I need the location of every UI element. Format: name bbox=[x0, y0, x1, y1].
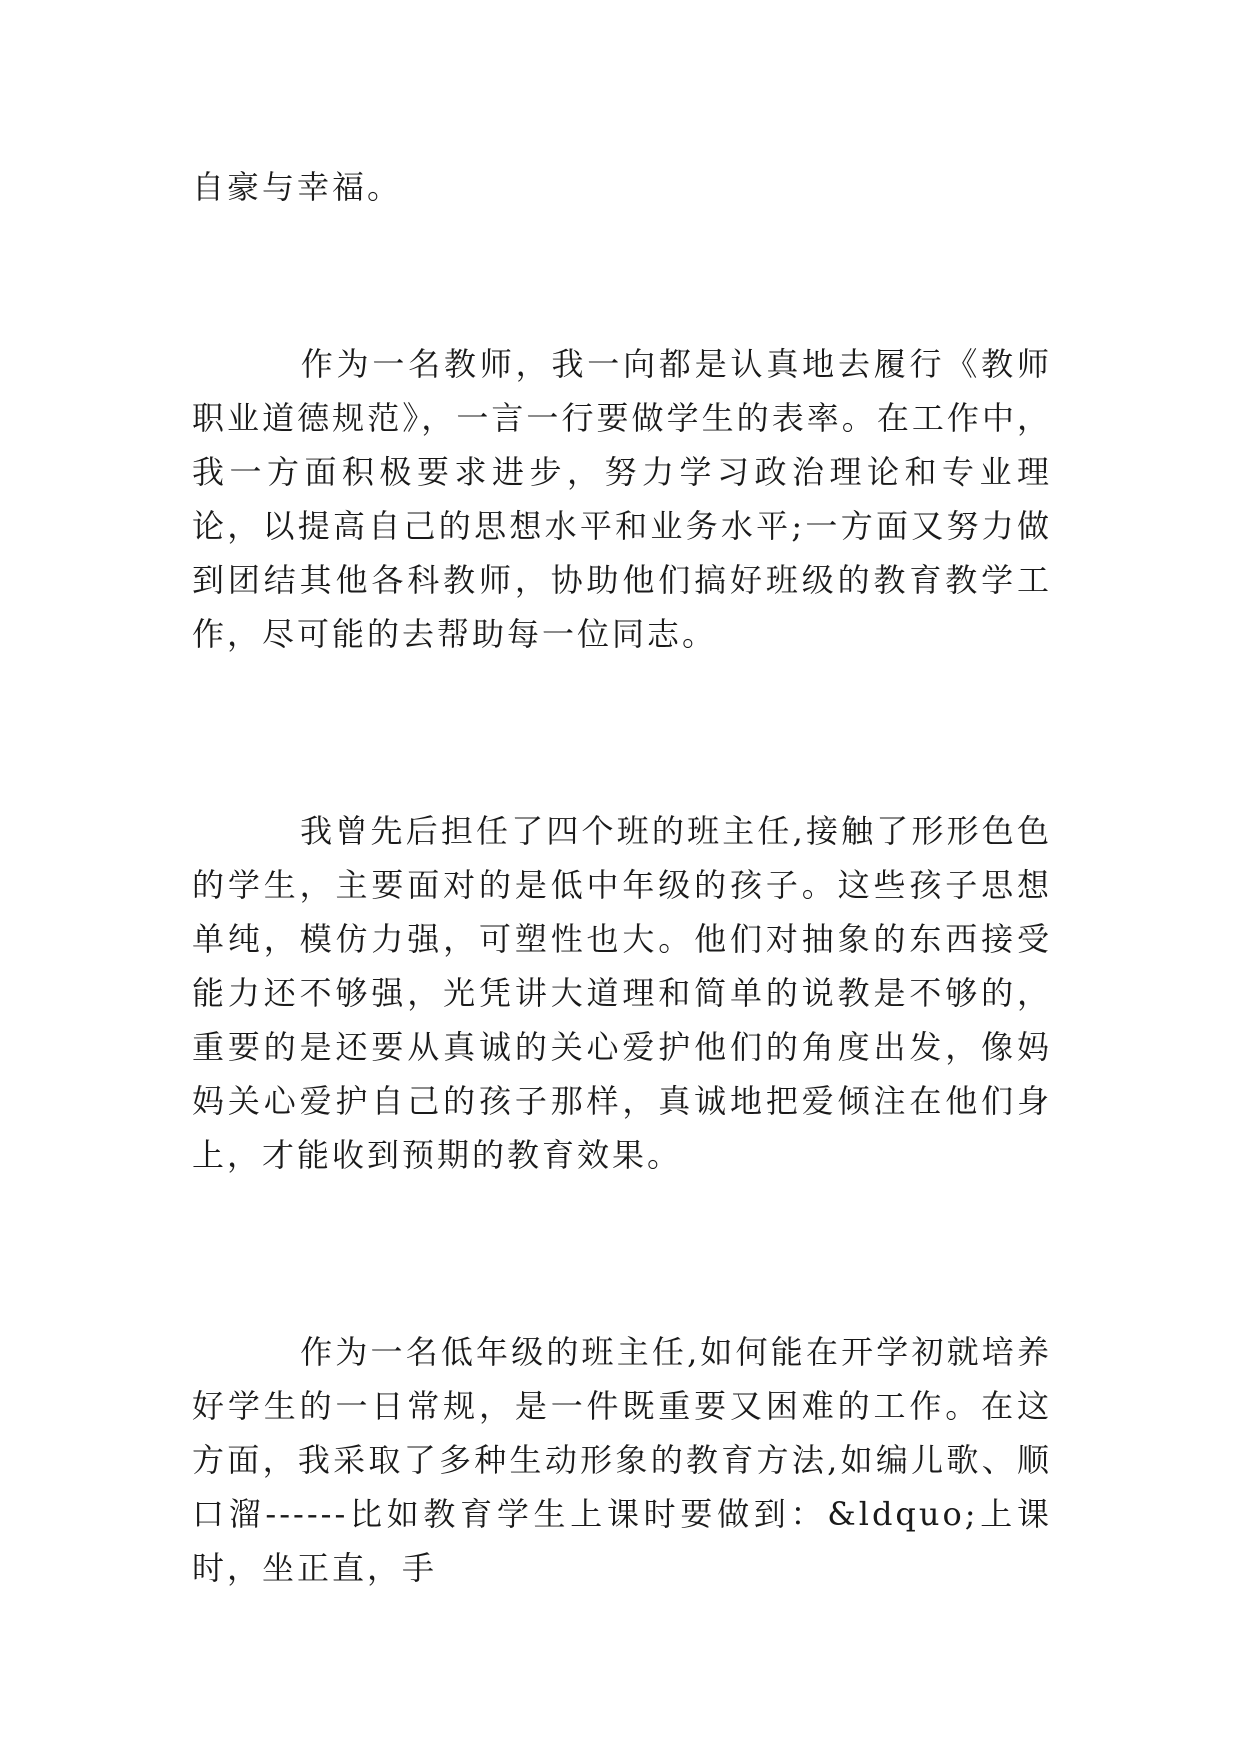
paragraph-text: 我曾先后担任了四个班的班主任,接触了形形色色的学生，主要面对的是低中年级的孩子。这些孩子思想单纯，模仿力强，可塑性也大。他们对抽象的东西接受能力还不够强，光凭讲大道理和简单的说教是不够的，重要的是还要从真诚的关心爱护他们的角度出发，像妈妈关心爱护自己的孩子那样，真诚地把爱倾注在他们身上，才能收到预期的教育效果。 bbox=[192, 812, 1052, 1174]
paragraph-text: 作为一名低年级的班主任,如何能在开学初就培养好学生的一日常规，是一件既重要又困难的工作。在这方面，我采取了多种生动形象的教育方法,如编儿歌、顺口溜------比如教育学生上课时要做到：&ldquo;上课时，坐正直，手 bbox=[192, 1333, 1052, 1587]
paragraph-teacher-ethics bbox=[192, 337, 1052, 661]
paragraph-closing-line bbox=[192, 160, 1052, 214]
paragraph-class-teacher-experience bbox=[192, 804, 1052, 1182]
paragraph-text: 自豪与幸福。 bbox=[192, 168, 403, 206]
paragraph-daily-routine bbox=[192, 1325, 1052, 1595]
paragraph-text: 作为一名教师，我一向都是认真地去履行《教师职业道德规范》，一言一行要做学生的表率。在工作中，我一方面积极要求进步，努力学习政治理论和专业理论，以提高自己的思想水平和业务水平;一方面又努力做到团结其他各科教师，协助他们搞好班级的教育教学工作，尽可能的去帮助每一位同志。 bbox=[192, 345, 1052, 653]
